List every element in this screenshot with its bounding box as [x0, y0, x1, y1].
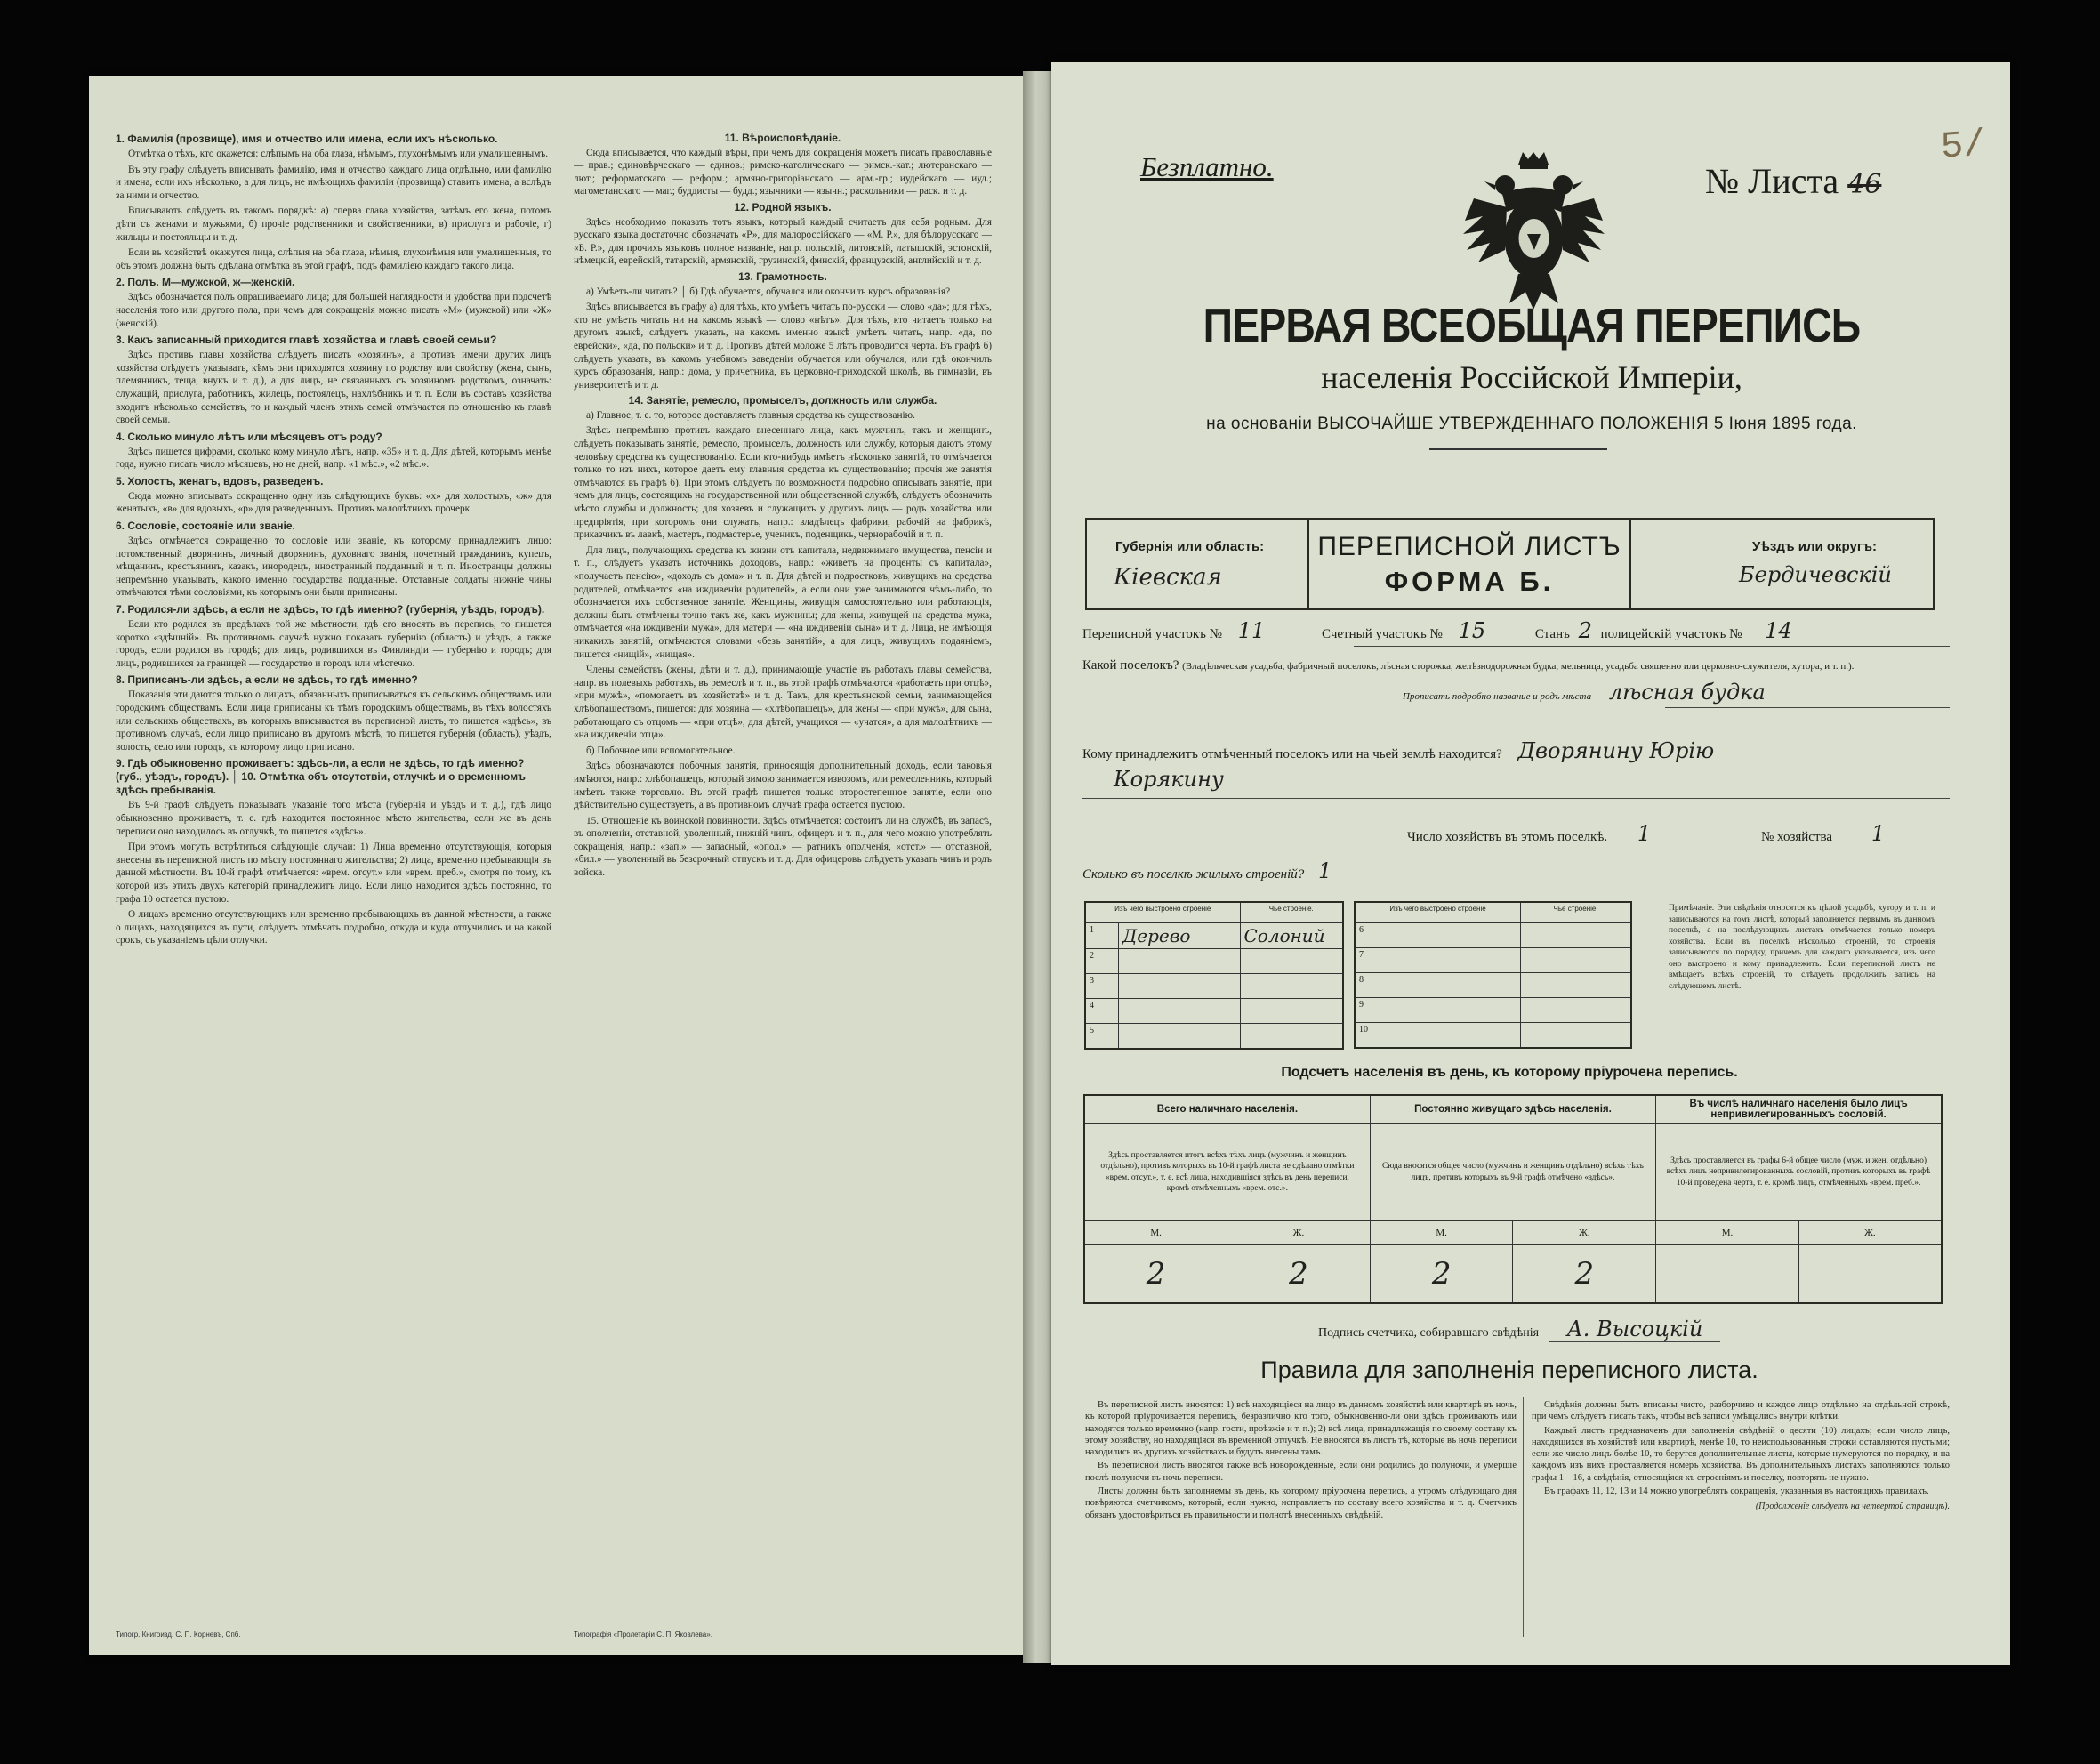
- instruction-heading: 8. Приписанъ-ли здѣсь, а если не здѣсь, то гдѣ именно?: [116, 673, 418, 687]
- settlement-line-2: [1082, 680, 1766, 705]
- instruction-heading: 6. Сословіе, состояніе или званіе.: [116, 520, 295, 533]
- building-row-number: 9: [1355, 998, 1388, 1023]
- settlement-value: лѣсная будка: [1608, 680, 1766, 705]
- count-sex-label: Ж.: [1227, 1221, 1371, 1245]
- building-material: [1388, 923, 1521, 948]
- buildings-table-left: [1084, 901, 1344, 1050]
- instruction-paragraph: Здѣсь вписывается въ графу а) для тѣхъ, кто умѣетъ читать по-русски — слово «да»; для тѣхъ, кто не умѣетъ читать ни на какомъ языкѣ — слово «нѣтъ». Для тѣхъ, кто читаетъ только на другомъ языкѣ, слѣдуетъ указать, на какомъ именно языкѣ умѣетъ читать, напр. «да, по еврейски», «да, по польски» и т. д. Противъ дѣтей моложе 5 лѣтъ проводится черта. Въ графѣ б) слѣдуетъ указать, въ какомъ учебномъ заведеніи обучается или обучался, или гдѣ окончилъ курсъ образованія, напр.: дома, у причетника, въ церковно-приходской школѣ, въ гимназіи, въ университетѣ и т. д.: [574, 302, 992, 391]
- province-label: Губернія или область:: [1115, 539, 1265, 554]
- owner-value-2: Корякину: [1114, 767, 1224, 792]
- census-area-value: 11: [1237, 618, 1266, 643]
- count-desc-present: Здѣсь проставляется итогъ всѣхъ тѣхъ лицъ (мужчинъ и женщинъ отдѣльно), противъ которыхъ въ 10-й графѣ листа не сдѣлано отмѣтки «врем. отсут.», т. е. всѣ лица, находившіяся здѣсь въ день переписи, кромѣ отмѣченныхъ «врем. отс.».: [1084, 1124, 1370, 1221]
- building-owner: [1521, 923, 1631, 948]
- settlement-label: Какой поселокъ?: [1082, 658, 1179, 673]
- instructions-column-2: [574, 129, 992, 1597]
- count-sex-label: Ж.: [1798, 1221, 1942, 1245]
- instruction-paragraph: Члены семействъ (жены, дѣти и т. д.), принимающіе участіе въ работахъ главы семейства, напр. въ полевыхъ работахъ, въ ремеслѣ и т. п., въ этой графѣ отмѣчаются «работаетъ при отцѣ», «при мужѣ», «помогаетъ въ хозяйствѣ» и т. д. Такъ, для крестьянской семьи, занимающейся хлѣбопашествомъ, пишется: для хозяина — «хлѣбопашецъ», для жены — «при мужѣ», для сына, работающаго съ отцомъ — «при отцѣ», для дѣтей, учащихся — «учатся», а для малолѣтнихъ — «на иждивеніи отца».: [574, 665, 992, 741]
- archive-stamp: 5/: [1939, 123, 1988, 169]
- households-value: 1: [1637, 821, 1652, 846]
- rule-paragraph: Въ графахъ 11, 12, 13 и 14 можно употреблять сокращенія, указанныя въ настоящихъ правилахъ.: [1544, 1486, 1929, 1497]
- building-row-number: 6: [1355, 923, 1388, 948]
- buildings-table-right: [1354, 901, 1632, 1049]
- settlement-hint-2: Прописать подробно название и родъ мѣста: [1403, 691, 1592, 702]
- count-sex-label: Ж.: [1513, 1221, 1656, 1245]
- census-area-underline: [1354, 646, 1950, 647]
- population-count-table: [1083, 1094, 1943, 1304]
- settlement-hint: (Владѣльческая усадьба, фабричный поселокъ, лѣсная сторожка, желѣзнодорожная будка, мельница, усадьба священно или церковно-служителя, хутора, и т. п.).: [1182, 661, 1855, 672]
- instruction-paragraph: Здѣсь необходимо показать тотъ языкъ, который каждый считаетъ для себя родным. Для русскаго языка достаточно обозначать «Р», для малороссійскаго — «М. Р.», для бѣлорусскаго — «Б. Р.», для прочихъ языковъ полное названіе, напр. польскій, литовскій, латышскій, эстонскій, нѣмецкій, еврейскій, татарскій, армянскій, грузинскій, финскій, французскій, английскій и т. д.: [574, 216, 992, 267]
- owner-underline: [1082, 798, 1950, 799]
- buildings-value: 1: [1318, 858, 1332, 883]
- count-header-unprivileged: Въ числѣ наличнаго населенія было лицъ непривилегированныхъ сословій.: [1656, 1095, 1942, 1124]
- rules-column-left: [1085, 1399, 1517, 1523]
- count-value: 2: [1513, 1245, 1656, 1304]
- page-title: ПЕРВАЯ ВСЕОБЩАЯ ПЕРЕПИСЬ: [1203, 299, 1861, 352]
- building-owner: [1521, 998, 1631, 1023]
- count-area-label: Счетный участокъ №: [1322, 627, 1443, 641]
- instruction-heading: 1. Фамилія (прозвище), имя и отчество или имена, если ихъ нѣсколько.: [116, 133, 498, 145]
- province-box: [1085, 518, 1309, 610]
- census-area-label: Переписной участокъ №: [1082, 627, 1222, 641]
- instruction-paragraph: Вписывають слѣдуетъ въ такомъ порядкѣ: а) сперва глава хозяйства, затѣмъ его жена, потомъ дѣти съ женами и мужьями, б) прочіе родственники и свойственники, в) прислуга и рабочіе, г) жильцы и постояльцы и т. д.: [116, 205, 551, 243]
- printer-imprint-left: Типогр. Книгоизд. С. П. Корневъ, Спб.: [116, 1631, 241, 1639]
- page-fold: [1023, 71, 1051, 1663]
- instruction-paragraph: Если кто родился въ предѣлахъ той же мѣстности, гдѣ его вносятъ въ перепись, то пишется коротко «здѣшній». Въ противномъ случаѣ нужно показать губернію (область) и уѣздъ, а также городъ, если родился въ городѣ; для лицъ, родившихся въ Финляндіи — губернію и городъ; для лицъ, родившихся за границей — государство и городъ или мѣстечко.: [116, 619, 551, 669]
- instruction-paragraph: б) Побочное или вспомогательное.: [586, 745, 736, 756]
- buildings-line: [1082, 858, 1332, 883]
- building-row-number: 8: [1355, 973, 1388, 998]
- instruction-paragraph: Показанія эти даются только о лицахъ, обязанныхъ приписываться къ сельскимъ обществамъ или городскимъ обществамъ. Если лица приписаны къ тѣмъ городскимъ обществамъ, въ тѣхъ волостяхъ или сельскихъ обществахъ, въ которыхъ вписывается въ переписной листъ, то пишется «здѣсь», въ противномъ случаѣ, если лицо приписано въ другомъ мѣстѣ, то пишется губернія (область), уѣздъ, волость, село или городъ, къ которому лицо приписано.: [116, 689, 551, 753]
- building-material: Дерево: [1119, 923, 1241, 949]
- owner-line: [1082, 738, 1714, 763]
- stan-value: 2: [1578, 618, 1592, 643]
- instruction-paragraph: При этомъ могутъ встрѣтиться слѣдующіе случаи: 1) Лица временно отсутствующія, которыя внесены въ переписной листъ по мѣсту постояннаго жительства; 2) лица, временно пребывающія въ данной мѣстности. Въ 10-й графѣ отмѣчается: «врем. отсут.» или «врем. преб.», смотря по тому, къ которой изъ этихъ двухъ категорій принадлежитъ лицо. Если лицо находится здѣсь постоянно, то графа 10 остается пустою.: [116, 842, 551, 905]
- instruction-heading: 3. Какъ записанный приходится главѣ хозяйства и главѣ своей семьи?: [116, 334, 497, 347]
- settlement-underline: [1665, 707, 1950, 708]
- rule-paragraph: Листы должны быть заполняемы въ день, къ которому пріурочена перепись, а утромъ слѣдующаго дня повѣряются счетчикомъ, который, если нужно, исправляетъ по составу всего хозяйства и т. д. Счетчикъ обязанъ удостовѣриться въ правильности и полнотѣ внесенныхъ свѣдѣній.: [1085, 1486, 1517, 1520]
- district-box: [1628, 518, 1935, 610]
- building-row-number: 10: [1355, 1023, 1388, 1049]
- building-owner: [1240, 1024, 1343, 1050]
- count-area-value: 15: [1458, 618, 1486, 643]
- instruction-heading: 11. Вѣроисповѣданіе.: [724, 132, 841, 144]
- household-number-label: № хозяйства: [1760, 830, 1833, 844]
- building-material-header: Изъ чего выстроено строеніе: [1355, 902, 1521, 923]
- building-owner-header: Чье строеніе.: [1521, 902, 1631, 923]
- population-count-title: Подсчетъ населенія въ день, къ которому пріурочена перепись.: [1281, 1065, 1738, 1080]
- building-row-number: 1: [1085, 923, 1119, 949]
- building-row: [1355, 923, 1631, 948]
- legal-basis: на основаніи ВЫСОЧАЙШЕ УТВЕРЖДЕННАГО ПОЛОЖЕНІЯ 5 Іюня 1895 года.: [1206, 415, 1857, 433]
- count-value: 2: [1227, 1245, 1371, 1304]
- count-desc-unprivileged: Здѣсь проставляется въ графы 6-й общее число (муж. и жен. отдѣльно) всѣхъ лицъ непривилегированныхъ сословій, противъ которыхъ въ графѣ 10-й проведена черта, т. е. кромѣ лицъ, отмѣченныхъ «врем. преб.».: [1656, 1124, 1942, 1221]
- instruction-paragraph: Здѣсь отмѣчается сокращенно то сословіе или званіе, къ которому принадлежитъ лицо: потомственный дворянинъ, личный дворянинъ, духовнаго званія, почетный гражданинъ, купецъ, мѣщанинъ, крестьянинъ, казакъ, инородецъ, иностранный подданный и т. п. Иностранцы должны непремѣнно указывать, какого именно государства подданные. Отставные солдаты нижніе чины отмѣчаются тѣми сословіями, къ которымъ они были приписаны.: [116, 536, 551, 599]
- title-rule: [1429, 448, 1607, 450]
- building-row-number: 3: [1085, 974, 1119, 999]
- free-label: Безплатно.: [1140, 151, 1274, 182]
- stan-label: Станъ: [1534, 627, 1570, 641]
- building-row: [1355, 1023, 1631, 1049]
- left-page: [89, 76, 1023, 1655]
- rules-column-right: [1532, 1399, 1950, 1513]
- buildings-table-header: [1355, 902, 1631, 923]
- building-material: [1119, 999, 1241, 1024]
- building-material: [1388, 948, 1521, 973]
- building-row: [1085, 923, 1343, 949]
- building-owner: [1521, 973, 1631, 998]
- count-value: 2: [1370, 1245, 1513, 1304]
- instruction-paragraph: О лицахъ временно отсутствующихъ или временно пребывающихъ въ данной мѣстности, а также о лицахъ, находящихся въ пути, слѣдуетъ отмѣчать подробно, откуда и куда отлучились и на какой срокъ, съ указаніемъ цѣли отлучки.: [116, 909, 551, 946]
- instruction-heading: 14. Занятіе, ремесло, промыселъ, должность или служба.: [628, 394, 937, 407]
- count-desc-permanent: Сюда вносятся общее число (мужчинъ и женщинъ отдѣльно) всѣхъ тѣхъ лицъ, противъ которыхъ въ 9-й графѣ отмѣчено «здѣсь».: [1370, 1124, 1655, 1221]
- building-material: [1119, 1024, 1241, 1050]
- building-owner: [1240, 949, 1343, 974]
- instruction-paragraph: Здѣсь непремѣнно противъ каждаго внесеннаго лица, какъ мужчинъ, такъ и женщинъ, слѣдуетъ показывать занятіе, ремесло, промыселъ, должность или службу, которыя даютъ этому человѣку средства къ существованію. Если кто-нибудь имѣетъ нѣсколько занятій, то отмѣчается только то изъ нихъ, которое даетъ ему главныя средства къ существованію; прочія же занятія отмѣчаются въ графѣ б). При этомъ слѣдуетъ по возможности подробно описывать занятіе, при чемъ для лицъ, состоящихъ на государственной или общественной службѣ, слѣдуетъ обозначить мѣсто службы и должность; для хозяевъ и служащихъ у другихъ лицъ — родъ хозяйства или предпріятія, при которомъ они служатъ, напр.: владѣлецъ фабрики, рабочій на фабрикѣ, приказчикъ въ лавкѣ, мастеръ, подмастерье, ученикъ, поденщикъ, чернорабочій и т. п.: [574, 425, 992, 541]
- page-subtitle: населенія Россійской Имперіи,: [1321, 359, 1742, 395]
- form-title: ФОРМА Б.: [1384, 566, 1555, 597]
- building-owner: [1240, 999, 1343, 1024]
- instruction-paragraph: Сюда вписывается, что каждый вѣры, при чемъ для сокращенія можетъ писать православные — прав.; единовѣрческаго — единов.; римско-католическаго — римск.-кат.; лютеранскаго — лют.; реформатскаго — реформ.; армяно-григоріанскаго — арм.-гр.; иудейскаго — иуд.; магометанскаго — маг.; буддисты — будд.; язычники — язычн.; раскольники — раск. и т. д.: [574, 147, 992, 197]
- building-row-number: 7: [1355, 948, 1388, 973]
- building-material-header: Изъ чего выстроено строеніе: [1085, 902, 1240, 923]
- building-row: [1355, 948, 1631, 973]
- count-header-present: Всего наличнаго населенія.: [1084, 1095, 1370, 1124]
- instruction-paragraph: Если въ хозяйствѣ окажутся лица, слѣпыя на оба глаза, нѣмыя, глухонѣмыя или умалишенныя, то объ этомъ должна быть сдѣлана отмѣтка въ этой графѣ, подъ фамиліею каждаго такого лица.: [116, 247, 551, 271]
- sheet-title-box: [1307, 518, 1631, 610]
- owner-label: Кому принадлежитъ отмѣченный поселокъ или на чьей землѣ находится?: [1082, 747, 1502, 761]
- printer-imprint-right: Типографія «Пролетаріи С. П. Яковлева».: [574, 1631, 712, 1639]
- instruction-paragraph: Въ 9-й графѣ слѣдуетъ показывать указаніе того мѣста (губернія и уѣздъ и т. д.), гдѣ лицо обыкновенно проживаетъ, т. е. гдѣ находится постоянное мѣсто жительства, если же въ день переписи оно находилось въ отлучкѣ, то пишется «здѣсь».: [116, 800, 551, 837]
- building-material: [1119, 949, 1241, 974]
- building-row: [1355, 973, 1631, 998]
- sheet-number: [1705, 160, 1881, 202]
- district-value: Бердичевскій: [1739, 562, 1892, 587]
- rule-paragraph: Въ переписной листъ вносятся: 1) всѣ находящіеся на лицо въ данномъ хозяйствѣ или квартирѣ въ ночь, къ которой пріурочивается перепись, безразлично кто того, обыкновенно-ли они здѣсь проживаютъ или находятся только временно (напр. гости, проѣзжіе и т. п.); 2) всѣ лица, принадлежащія по своему составу къ этому хозяйству, но находящіяся въ временной отлучкѣ. Не вносятся въ листъ тѣ, которые въ ночь переписи находились въ другихъ хозяйствахъ и будутъ внесены тамъ.: [1085, 1400, 1517, 1458]
- province-value: Кіевская: [1114, 564, 1222, 591]
- instruction-paragraph: Здѣсь противъ главы хозяйства слѣдуетъ писать «хозяинъ», а противъ имени других лицъ хозяйства слѣдуетъ указывать, кѣмъ они приходятся хозяину по родству или свойству (жена, сынъ, племянникъ, теща, внукъ и т. д.), а для лицъ, не связанныхъ съ хозяиномъ родствомъ, означать: служащій, прислуга, работникъ, жилецъ, постоялецъ, нахлѣбникъ и т. п. Если въ составъ хозяйства входитъ нѣсколько семействъ, то и каждый членъ этихъ семей отмѣчается по отношенію къ главѣ своей семьи.: [116, 350, 551, 426]
- building-owner: Солоний: [1240, 923, 1343, 949]
- instruction-paragraph: Отмѣтка о тѣхъ, кто окажется: слѣпымъ на оба глаза, нѣмымъ, глухонѣмымъ или умалишеннымъ.: [128, 149, 549, 159]
- building-row: [1355, 998, 1631, 1023]
- right-page: [1051, 62, 2010, 1665]
- rules-continued: (Продолженіе слѣдуетъ на четвертой страницѣ).: [1755, 1502, 1950, 1512]
- building-row: [1085, 999, 1343, 1024]
- sheet-title: ПЕРЕПИСНОЙ ЛИСТЪ: [1317, 532, 1621, 561]
- count-sex-label: М.: [1656, 1221, 1799, 1245]
- building-row: [1085, 974, 1343, 999]
- building-row-number: 4: [1085, 999, 1119, 1024]
- instruction-paragraph: 15. Отношеніе къ воинской повинности. Здѣсь отмѣчается: состоитъ ли на службѣ, въ запасѣ, въ ополченіи, отставной, уволенный, нижній чинъ, офицеръ и т. п., для чего можно употреблять сокращенія, напр.: «зап.» — запасный, «опол.» — ратникъ ополченія, «отст.» — отставной, «бил.» — уволенный въ безсрочный отпускъ и т. д. Для офицеровъ слѣдуетъ указать чинъ и родъ войска.: [574, 815, 992, 879]
- owner-value: Дворянину Юрію: [1517, 738, 1715, 763]
- instruction-heading: 7. Родился-ли здѣсь, а если не здѣсь, то гдѣ именно? (губернія, уѣздъ, городъ).: [116, 603, 545, 616]
- instruction-paragraph: а) Умѣетъ-ли читать? │ б) Гдѣ обучается, обучался или окончилъ курсъ образованія?: [586, 286, 951, 297]
- instruction-paragraph: Сюда можно вписывать сокращенно одну изъ слѣдующихъ буквъ: «х» для холостыхъ, «ж» для женатыхъ, «в» для вдовыхъ, «р» для разведенныхъ. Противъ малолѣтнихъ прочерк.: [116, 490, 551, 515]
- rules-divider: [1523, 1397, 1524, 1637]
- instruction-paragraph: Здѣсь пишется цифрами, сколько кому минуло лѣтъ, напр. «35» и т. д. Для дѣтей, которымъ менѣе года, нужно писать число мѣсяцевъ, но не дней, напр. «1 мѣс.», «2 мѣс.».: [116, 446, 551, 471]
- count-value: [1656, 1245, 1799, 1304]
- building-material: [1119, 974, 1241, 999]
- buildings-table-header: [1085, 902, 1343, 923]
- settlement-line: [1082, 658, 1854, 673]
- sheet-number-label: № Листа: [1705, 161, 1839, 201]
- signature-value: А. Высоцкій: [1549, 1317, 1721, 1342]
- building-owner: [1521, 948, 1631, 973]
- instruction-paragraph: Для лицъ, получающихъ средства къ жизни отъ капитала, недвижимаго имущества, пенсіи и т. п., слѣдуетъ указать источникъ доходовъ, напр.: «живетъ на проценты съ капитала», «получаетъ пенсію», «доходъ съ дома» и т. п. Для дѣтей и подростковъ, живущихъ на средства родителей, отмѣчается «на иждивеніи родителей», а если они уже занимаются чѣмъ-либо, то обозначается ихъ собственное занятіе. Женщины, живущія самостоятельно или работающія, должны быть отмѣчены точно такъ же, какъ мужчины; для жены, живущей на средства мужа, отмѣчается «на иждивеніи мужа», для матери — «на иждивеніи сына» и т. д. Лица, не имѣющія никакихъ занятій, отмѣчаются словами «безъ занятій», а для лицъ, живущихъ подаяніемъ, пишется «нищій», «нищая».: [574, 544, 992, 660]
- sheet-number-value: 46: [1847, 169, 1882, 200]
- rule-paragraph: Каждый листъ предназначенъ для заполненія свѣдѣній о десяти (10) лицахъ; если число лицъ, находящихся въ хозяйствѣ или квартирѣ, менѣе 10, то неиспользованныя строки оставляются пустыми; если же число лицъ болѣе 10, то берутся дополнительные листы, которые нумеруются по порядку, и на каждомъ изъ нихъ проставляется номеръ хозяйства. Въ дополнительныхъ листахъ заполняются только графы 1—16, а свѣдѣнія, относящіяся къ строеніямъ и поселку, повторять не нужно.: [1532, 1425, 1950, 1483]
- building-owner-header: Чье строеніе.: [1240, 902, 1343, 923]
- building-row-number: 2: [1085, 949, 1119, 974]
- rules-title: Правила для заполненія переписного листа.: [1260, 1357, 1758, 1383]
- district-label: Уѣздъ или округъ:: [1752, 539, 1878, 554]
- building-material: [1388, 973, 1521, 998]
- census-area-line: [1082, 618, 1792, 643]
- building-row: [1085, 949, 1343, 974]
- instruction-heading: 5. Холостъ, женатъ, вдовъ, разведенъ.: [116, 474, 324, 487]
- buildings-note: Примѣчаніе. Эти свѣдѣнія относятся къ цѣлой усадьбѣ, хутору и т. п. и записываются на томъ листѣ, который заполняется первымъ въ данномъ поселкѣ, а на послѣдующихъ листахъ отмѣчается только номеръ хозяйства. Если въ поселкѣ нѣсколько строеній, то строенія записываются по порядку, причемъ для каждаго указывается, изъ чего оно выстроено и кому принадлежитъ. Если переписной листъ не вмѣщаетъ всѣхъ строеній, то слѣдуетъ продолжить запись на слѣдующемъ листѣ.: [1669, 904, 1935, 991]
- building-owner: [1240, 974, 1343, 999]
- household-number-value: 1: [1871, 821, 1886, 846]
- instruction-paragraph: Здѣсь обозначаются побочныя занятія, приносящія дополнительный доходъ, если таковыя имѣются, напр.: хлѣбопашецъ, который зимою занимается извозомъ, или ремесленникъ, который имѣетъ также торговлю. Въ этой графѣ пишется только второстепенное занятіе, если оно дѣйствительно существуетъ, а въ противномъ случаѣ графа остается пустою.: [574, 761, 992, 811]
- enumerator-signature: [1318, 1317, 1720, 1341]
- instruction-paragraph: а) Главное, т. е. то, которое доставляетъ главныя средства къ существованію.: [586, 409, 915, 421]
- double-headed-eagle-icon: [1456, 145, 1612, 314]
- police-area-value: 14: [1765, 618, 1792, 643]
- count-value: 2: [1084, 1245, 1227, 1304]
- building-row: [1085, 1024, 1343, 1050]
- instruction-heading: 13. Грамотность.: [738, 270, 827, 283]
- instructions-column-1: [116, 129, 551, 1597]
- instruction-paragraph: Здѣсь обозначается полъ опрашиваемаго лица; для большей наглядности и удобства при подсчетѣ населенія того или другого пола, при чемъ для сокращенія можно писать «М» (мужской) или «Ж» (женскій).: [116, 292, 551, 329]
- police-area-label: полицейскій участокъ №: [1600, 627, 1742, 641]
- buildings-label: Сколько въ поселкѣ жилыхъ строеній?: [1082, 867, 1305, 882]
- building-row-number: 5: [1085, 1024, 1119, 1050]
- households-label: Число хозяйствъ въ этомъ поселкѣ.: [1407, 830, 1608, 844]
- count-sex-label: М.: [1370, 1221, 1513, 1245]
- households-line: [1082, 821, 1885, 846]
- building-material: [1388, 1023, 1521, 1049]
- instruction-heading: 2. Полъ. М—мужской, ж—женскій.: [116, 276, 295, 289]
- building-owner: [1521, 1023, 1631, 1049]
- rule-paragraph: Свѣдѣнія должны быть вписаны чисто, разборчиво и каждое лицо отдѣльно на отдѣльной строкѣ, при чемъ слѣдуетъ писать такъ, чтобы всѣ записи умѣщались внутри клѣтки.: [1532, 1400, 1950, 1422]
- count-header-permanent: Постоянно живущаго здѣсь населенія.: [1370, 1095, 1655, 1124]
- owner-line-2: [1082, 767, 1224, 792]
- instruction-heading: 12. Родной языкъ.: [734, 200, 832, 213]
- instruction-paragraph: Въ эту графу слѣдуетъ вписывать фамилію, имя и отчество каждаго лица отдѣльно, или фамилію и имена, если ихъ нѣсколько, а для лицъ, не имѣющихъ фамиліи (прозвища) ставить имена, а вслѣдъ за ними и отчество.: [116, 164, 551, 201]
- building-material: [1388, 998, 1521, 1023]
- count-sex-label: М.: [1084, 1221, 1227, 1245]
- instruction-heading: 4. Сколько минуло лѣтъ или мѣсяцевъ отъ роду?: [116, 430, 382, 443]
- signature-label: Подпись счетчика, собиравшаго свѣдѣнія: [1318, 1326, 1540, 1340]
- instruction-heading: 9. Гдѣ обыкновенно проживаетъ: здѣсь-ли, а если не здѣсь, то гдѣ именно? (губ., уѣздъ, городъ). │ 10. Отмѣтка объ отсутствіи, отлучкѣ и о временномъ здѣсь пребыванія.: [116, 757, 526, 797]
- count-value: [1798, 1245, 1942, 1304]
- rule-paragraph: Въ переписной листъ вносятся также всѣ новорожденные, если они родились до полуночи, и умершіе послѣ полуночи въ ночь переписи.: [1085, 1461, 1517, 1483]
